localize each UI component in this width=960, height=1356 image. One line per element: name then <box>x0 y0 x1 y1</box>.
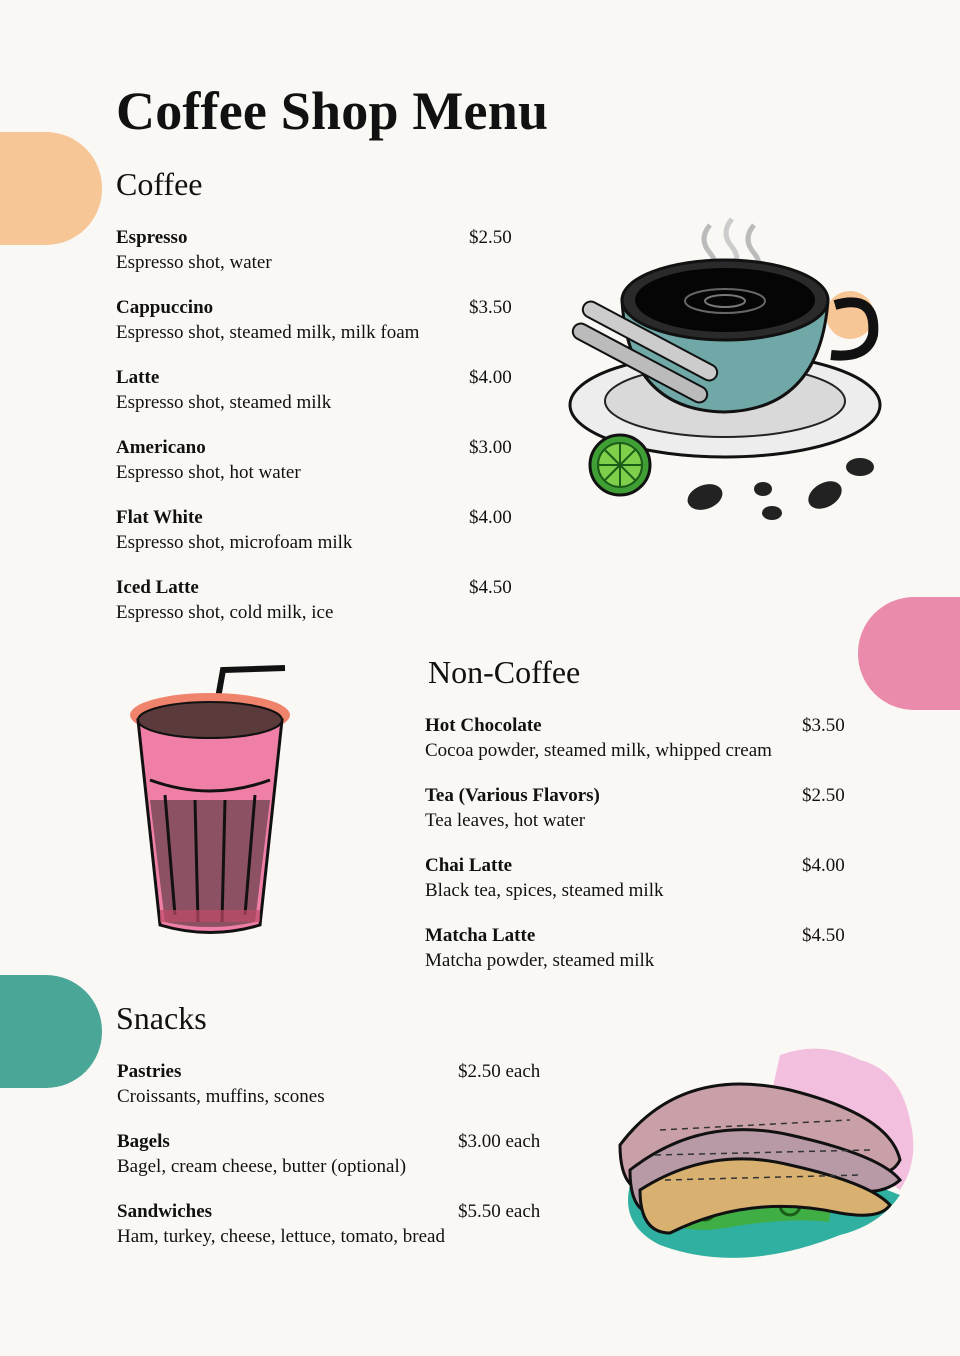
item-description: Bagel, cream cheese, butter (optional) <box>117 1156 407 1177</box>
item-name: Chai Latte <box>425 855 513 876</box>
coffee-menu-list <box>116 227 516 647</box>
item-description: Croissants, muffins, scones <box>117 1086 325 1107</box>
item-price: $2.50 each <box>458 1061 541 1082</box>
section-title-non-coffee: Non-Coffee <box>428 654 581 690</box>
section-title-snacks: Snacks <box>116 1000 207 1036</box>
item-price: $4.00 <box>469 367 512 388</box>
iced-drink-illustration <box>120 660 300 945</box>
menu-item <box>425 855 855 925</box>
item-price: $4.00 <box>802 855 845 876</box>
decorative-teal-blob <box>0 975 102 1088</box>
coffee-cup-illustration <box>560 205 890 535</box>
menu-item <box>117 1201 557 1271</box>
item-description: Espresso shot, cold milk, ice <box>116 602 334 623</box>
menu-item <box>116 507 516 577</box>
item-name: Latte <box>116 367 160 388</box>
menu-item <box>425 785 855 855</box>
menu-item <box>116 297 516 367</box>
page-title: Coffee Shop Menu <box>116 81 549 141</box>
item-price: $4.50 <box>469 577 512 598</box>
item-description: Tea leaves, hot water <box>425 810 586 831</box>
item-name: Sandwiches <box>117 1201 213 1222</box>
item-name: Tea (Various Flavors) <box>425 785 600 806</box>
item-price: $3.50 <box>469 297 512 318</box>
section-title-coffee: Coffee <box>116 166 203 202</box>
decorative-orange-blob <box>0 132 102 245</box>
decorative-pink-blob <box>858 597 960 710</box>
item-name: Cappuccino <box>116 297 214 318</box>
item-description: Espresso shot, water <box>116 252 272 273</box>
menu-item <box>117 1131 557 1201</box>
item-price: $3.00 each <box>458 1131 541 1152</box>
item-description: Black tea, spices, steamed milk <box>425 880 664 901</box>
item-description: Espresso shot, hot water <box>116 462 301 483</box>
menu-item <box>116 367 516 437</box>
menu-item <box>116 437 516 507</box>
snacks-menu-list <box>117 1061 557 1271</box>
item-name: Americano <box>116 437 206 458</box>
item-description: Espresso shot, steamed milk <box>116 392 332 413</box>
item-name: Bagels <box>117 1131 170 1152</box>
menu-item <box>116 577 516 647</box>
item-price: $2.50 <box>469 227 512 248</box>
sandwich-illustration <box>610 1040 930 1270</box>
item-price: $4.00 <box>469 507 512 528</box>
menu-item <box>425 925 855 995</box>
item-description: Espresso shot, steamed milk, milk foam <box>116 322 420 343</box>
item-name: Hot Chocolate <box>425 715 542 736</box>
item-price: $5.50 each <box>458 1201 541 1222</box>
item-name: Matcha Latte <box>425 925 536 946</box>
item-price: $3.00 <box>469 437 512 458</box>
item-price: $4.50 <box>802 925 845 946</box>
item-price: $2.50 <box>802 785 845 806</box>
item-price: $3.50 <box>802 715 845 736</box>
item-description: Ham, turkey, cheese, lettuce, tomato, bread <box>117 1226 445 1247</box>
item-description: Matcha powder, steamed milk <box>425 950 655 971</box>
menu-item <box>117 1061 557 1131</box>
item-name: Iced Latte <box>116 577 199 598</box>
item-description: Cocoa powder, steamed milk, whipped cream <box>425 740 772 761</box>
item-description: Espresso shot, microfoam milk <box>116 532 353 553</box>
menu-item <box>116 227 516 297</box>
item-name: Espresso <box>116 227 188 248</box>
menu-item <box>425 715 855 785</box>
non-coffee-menu-list <box>425 715 855 995</box>
item-name: Pastries <box>117 1061 182 1082</box>
item-name: Flat White <box>116 507 203 528</box>
